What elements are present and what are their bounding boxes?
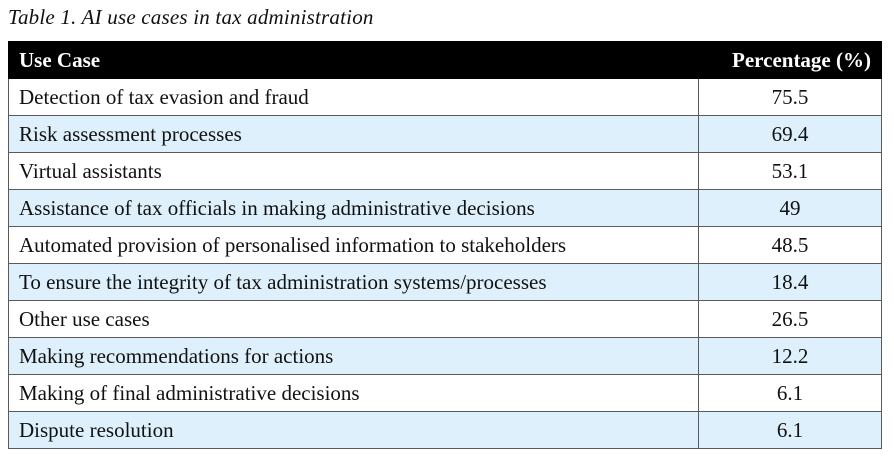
percentage-cell: 69.4 — [699, 116, 882, 153]
table-header-row — [9, 42, 882, 79]
percentage-cell: 48.5 — [699, 227, 882, 264]
table-row — [9, 153, 882, 190]
percentage-cell: 6.1 — [699, 412, 882, 449]
header-use-case: Use Case — [9, 42, 699, 79]
use-case-cell: Other use cases — [9, 301, 699, 338]
use-case-cell: To ensure the integrity of tax administration systems/processes — [9, 264, 699, 301]
table-row — [9, 227, 882, 264]
table-row — [9, 338, 882, 375]
table-row — [9, 264, 882, 301]
use-case-cell: Assistance of tax officials in making administrative decisions — [9, 190, 699, 227]
table-row — [9, 301, 882, 338]
percentage-cell: 53.1 — [699, 153, 882, 190]
table-row — [9, 375, 882, 412]
percentage-cell: 75.5 — [699, 79, 882, 116]
table-row — [9, 412, 882, 449]
percentage-cell: 49 — [699, 190, 882, 227]
table-caption: Table 1. AI use cases in tax administration — [8, 5, 374, 29]
table-row — [9, 79, 882, 116]
percentage-cell: 18.4 — [699, 264, 882, 301]
use-case-cell: Detection of tax evasion and fraud — [9, 79, 699, 116]
use-case-cell: Virtual assistants — [9, 153, 699, 190]
use-case-cell: Automated provision of personalised information to stakeholders — [9, 227, 699, 264]
table-row — [9, 190, 882, 227]
use-case-cell: Making of final administrative decisions — [9, 375, 699, 412]
table-row — [9, 116, 882, 153]
use-cases-table — [8, 41, 882, 449]
use-case-cell: Risk assessment processes — [9, 116, 699, 153]
percentage-cell: 12.2 — [699, 338, 882, 375]
header-percentage: Percentage (%) — [699, 42, 882, 79]
use-case-cell: Making recommendations for actions — [9, 338, 699, 375]
percentage-cell: 6.1 — [699, 375, 882, 412]
percentage-cell: 26.5 — [699, 301, 882, 338]
use-case-cell: Dispute resolution — [9, 412, 699, 449]
